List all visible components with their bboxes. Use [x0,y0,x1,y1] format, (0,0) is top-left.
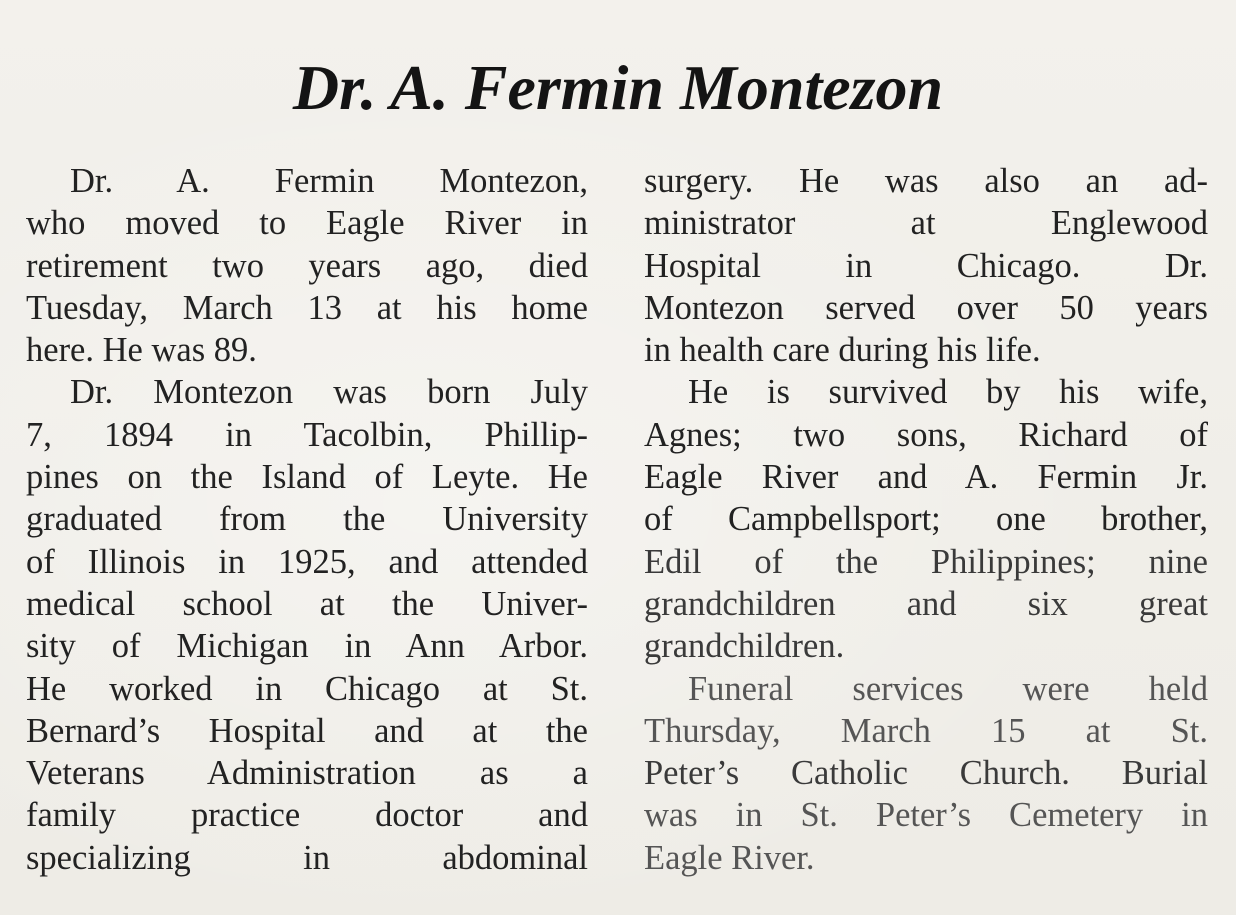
text-line: Dr. A. Fermin Montezon, [70,162,588,200]
text-line: Edil of the Philippines; nine [644,542,1208,581]
left-column [26,160,588,879]
text-line: who moved to Eagle River in [26,204,588,243]
text-line: Bernard’s Hospital and at the [26,711,588,750]
text-line: 7, 1894 in Tacolbin, Phillip- [26,415,588,454]
text-line: surgery. He was also an ad- [644,162,1208,200]
text-line: Funeral services were held [688,669,1208,708]
text-line: ministrator at Englewood [644,204,1208,243]
text-line: Eagle River. [644,838,815,877]
text-line: Montezon served over 50 years [644,288,1208,327]
text-line: Veterans Administration as a [26,754,588,793]
text-line: Thursday, March 15 at St. [644,711,1208,750]
right-column [644,160,1208,879]
text-line: Hospital in Chicago. Dr. [644,246,1208,285]
text-line: medical school at the Univer- [26,584,588,623]
text-line: retirement two years ago, died [26,246,588,285]
text-line: Eagle River and A. Fermin Jr. [644,458,1208,497]
text-line: of Illinois in 1925, and attended [26,542,588,581]
text-line: He is survived by his wife, [688,373,1208,412]
text-line: Agnes; two sons, Richard of [644,415,1208,454]
text-line: here. He was 89. [26,331,257,370]
text-line: sity of Michigan in Ann Arbor. [26,627,588,666]
text-line: Dr. Montezon was born July [70,373,588,412]
text-line: was in St. Peter’s Cemetery in [644,796,1208,835]
obituary-headline: Dr. A. Fermin Montezon [292,52,944,123]
text-line: grandchildren. [644,627,845,666]
text-line: graduated from the University [26,500,588,539]
text-line: He worked in Chicago at St. [26,669,588,708]
text-line: Peter’s Catholic Church. Burial [644,754,1208,793]
text-line: specializing in abdominal [26,838,588,877]
text-line: family practice doctor and [26,796,588,835]
text-line: grandchildren and six great [644,584,1208,623]
text-line: in health care during his life. [644,331,1041,370]
text-line: pines on the Island of Leyte. He [26,458,588,497]
text-line: Tuesday, March 13 at his home [26,288,588,327]
text-line: of Campbellsport; one brother, [644,500,1208,539]
